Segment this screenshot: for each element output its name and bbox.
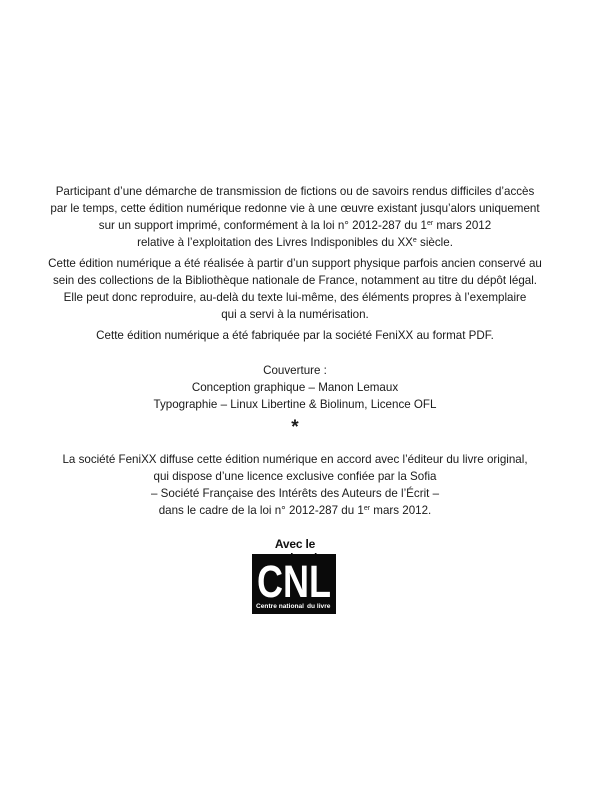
agreement-line-2: qui dispose d’une licence exclusive confiée par la Sofia (153, 470, 437, 483)
source-line-3: Elle peut donc reproduire, au-delà du texte lui-même, des éléments propres à l’exemplaire (63, 291, 527, 304)
intro-line-4-sup: e (412, 237, 417, 244)
agreement-line-4-text: dans le cadre de la loi n° 2012-287 du 1 (158, 504, 364, 517)
agreement-paragraph (0, 451, 590, 519)
source-line-1: Cette édition numérique a été réalisée à partir d’un support physique parfois ancien conservé au (48, 257, 542, 270)
source-line-4: qui a servi à la numérisation. (221, 308, 369, 321)
cnl-subtitle-right: du livre (307, 603, 331, 610)
cover-heading: Couverture : (263, 364, 327, 377)
cover-design-credit: Conception graphique – Manon Lemaux (191, 381, 399, 394)
cover-typography-credit: Typographie – Linux Libertine & Biolinum, Licence OFL (153, 398, 437, 411)
intro-line-3 (0, 217, 590, 234)
cnl-logo (252, 554, 336, 614)
source-paragraph (0, 255, 590, 323)
cnl-subtitle-left: Centre national (256, 603, 304, 610)
intro-line-3-text: sur un support imprimé, conformément à la loi n° 2012-287 du 1 (98, 219, 427, 232)
intro-line-4-end: siècle. (416, 236, 453, 249)
agreement-line-4-sup: er (363, 505, 371, 512)
intro-line-4 (0, 234, 590, 251)
fabrication-line: Cette édition numérique a été fabriquée par la société FeniXX au format PDF. (96, 329, 494, 342)
agreement-line-4-end: mars 2012. (370, 504, 432, 517)
intro-paragraph (0, 183, 590, 251)
agreement-line-3: – Société Française des Intérêts des Auteurs de l’Écrit – (150, 487, 440, 500)
intro-line-3-sup: er (426, 220, 434, 227)
intro-line-2: par le temps, cette édition numérique redonne vie à une œuvre existant jusqu’alors uniquement (50, 202, 540, 215)
agreement-line-4 (0, 502, 590, 519)
cnl-logo-graphic (252, 554, 336, 614)
intro-line-4-text: relative à l’exploitation des Livres Indisponibles du XX (137, 236, 413, 249)
separator-asterisk: * (291, 417, 299, 438)
fabrication-paragraph (0, 327, 590, 344)
agreement-line-1: La société FeniXX diffuse cette édition numérique en accord avec l’éditeur du livre original, (62, 453, 528, 466)
logo-caption: Avec le (274, 537, 316, 551)
cnl-letters: CNL (257, 556, 331, 607)
intro-line-3-end: mars 2012 (433, 219, 492, 232)
source-line-2: sein des collections de la Bibliothèque nationale de France, notamment au titre du dépôt légal. (52, 274, 538, 287)
intro-line-1: Participant d’une démarche de transmission de fictions ou de savoirs rendus difficiles d’accès (55, 185, 535, 198)
cover-credits (0, 362, 590, 413)
